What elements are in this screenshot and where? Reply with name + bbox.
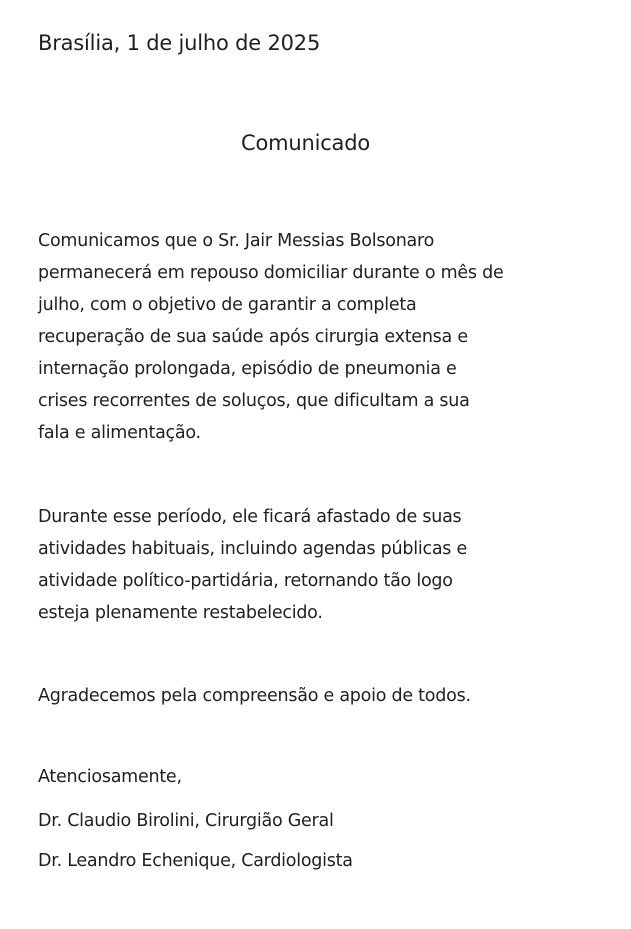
- date-line: Brasília, 1 de julho de 2025: [38, 31, 321, 55]
- signatory-text: Dr. Leandro Echenique, Cardiologista: [38, 851, 353, 871]
- paragraph-absence: [38, 501, 608, 629]
- paragraph-announcement: [38, 225, 608, 449]
- paragraph-line: julho, com o objetivo de garantir a completa: [38, 295, 417, 315]
- paragraph-line: Comunicamos que o Sr. Jair Messias Bolsonaro: [38, 231, 435, 251]
- paragraph-line: Agradecemos pela compreensão e apoio de todos.: [38, 686, 471, 706]
- paragraph-line: crises recorrentes de soluços, que dificultam a sua: [38, 391, 470, 411]
- paragraph-line: atividade político-partidária, retornando tão logo: [38, 571, 453, 591]
- closing-line: [38, 761, 608, 793]
- paragraph-line: recuperação de sua saúde após cirurgia extensa e: [38, 327, 468, 347]
- document-title: Comunicado: [240, 131, 370, 155]
- paragraph-line: fala e alimentação.: [38, 423, 201, 443]
- paragraph-line: Durante esse período, ele ficará afastado de suas: [38, 507, 462, 527]
- closing-text: Atenciosamente,: [38, 767, 182, 787]
- signatory-cardiologist: [38, 845, 608, 877]
- signatory-text: Dr. Claudio Birolini, Cirurgião Geral: [38, 811, 334, 831]
- paragraph-line: permanecerá em repouso domiciliar durante o mês de: [38, 263, 504, 283]
- paragraph-line: esteja plenamente restabelecido.: [38, 603, 323, 623]
- paragraph-line: atividades habituais, incluindo agendas públicas e: [38, 539, 468, 559]
- paragraph-thanks: [38, 680, 608, 712]
- paragraph-line: internação prolongada, episódio de pneumonia e: [38, 359, 457, 379]
- signatory-surgeon: [38, 805, 608, 837]
